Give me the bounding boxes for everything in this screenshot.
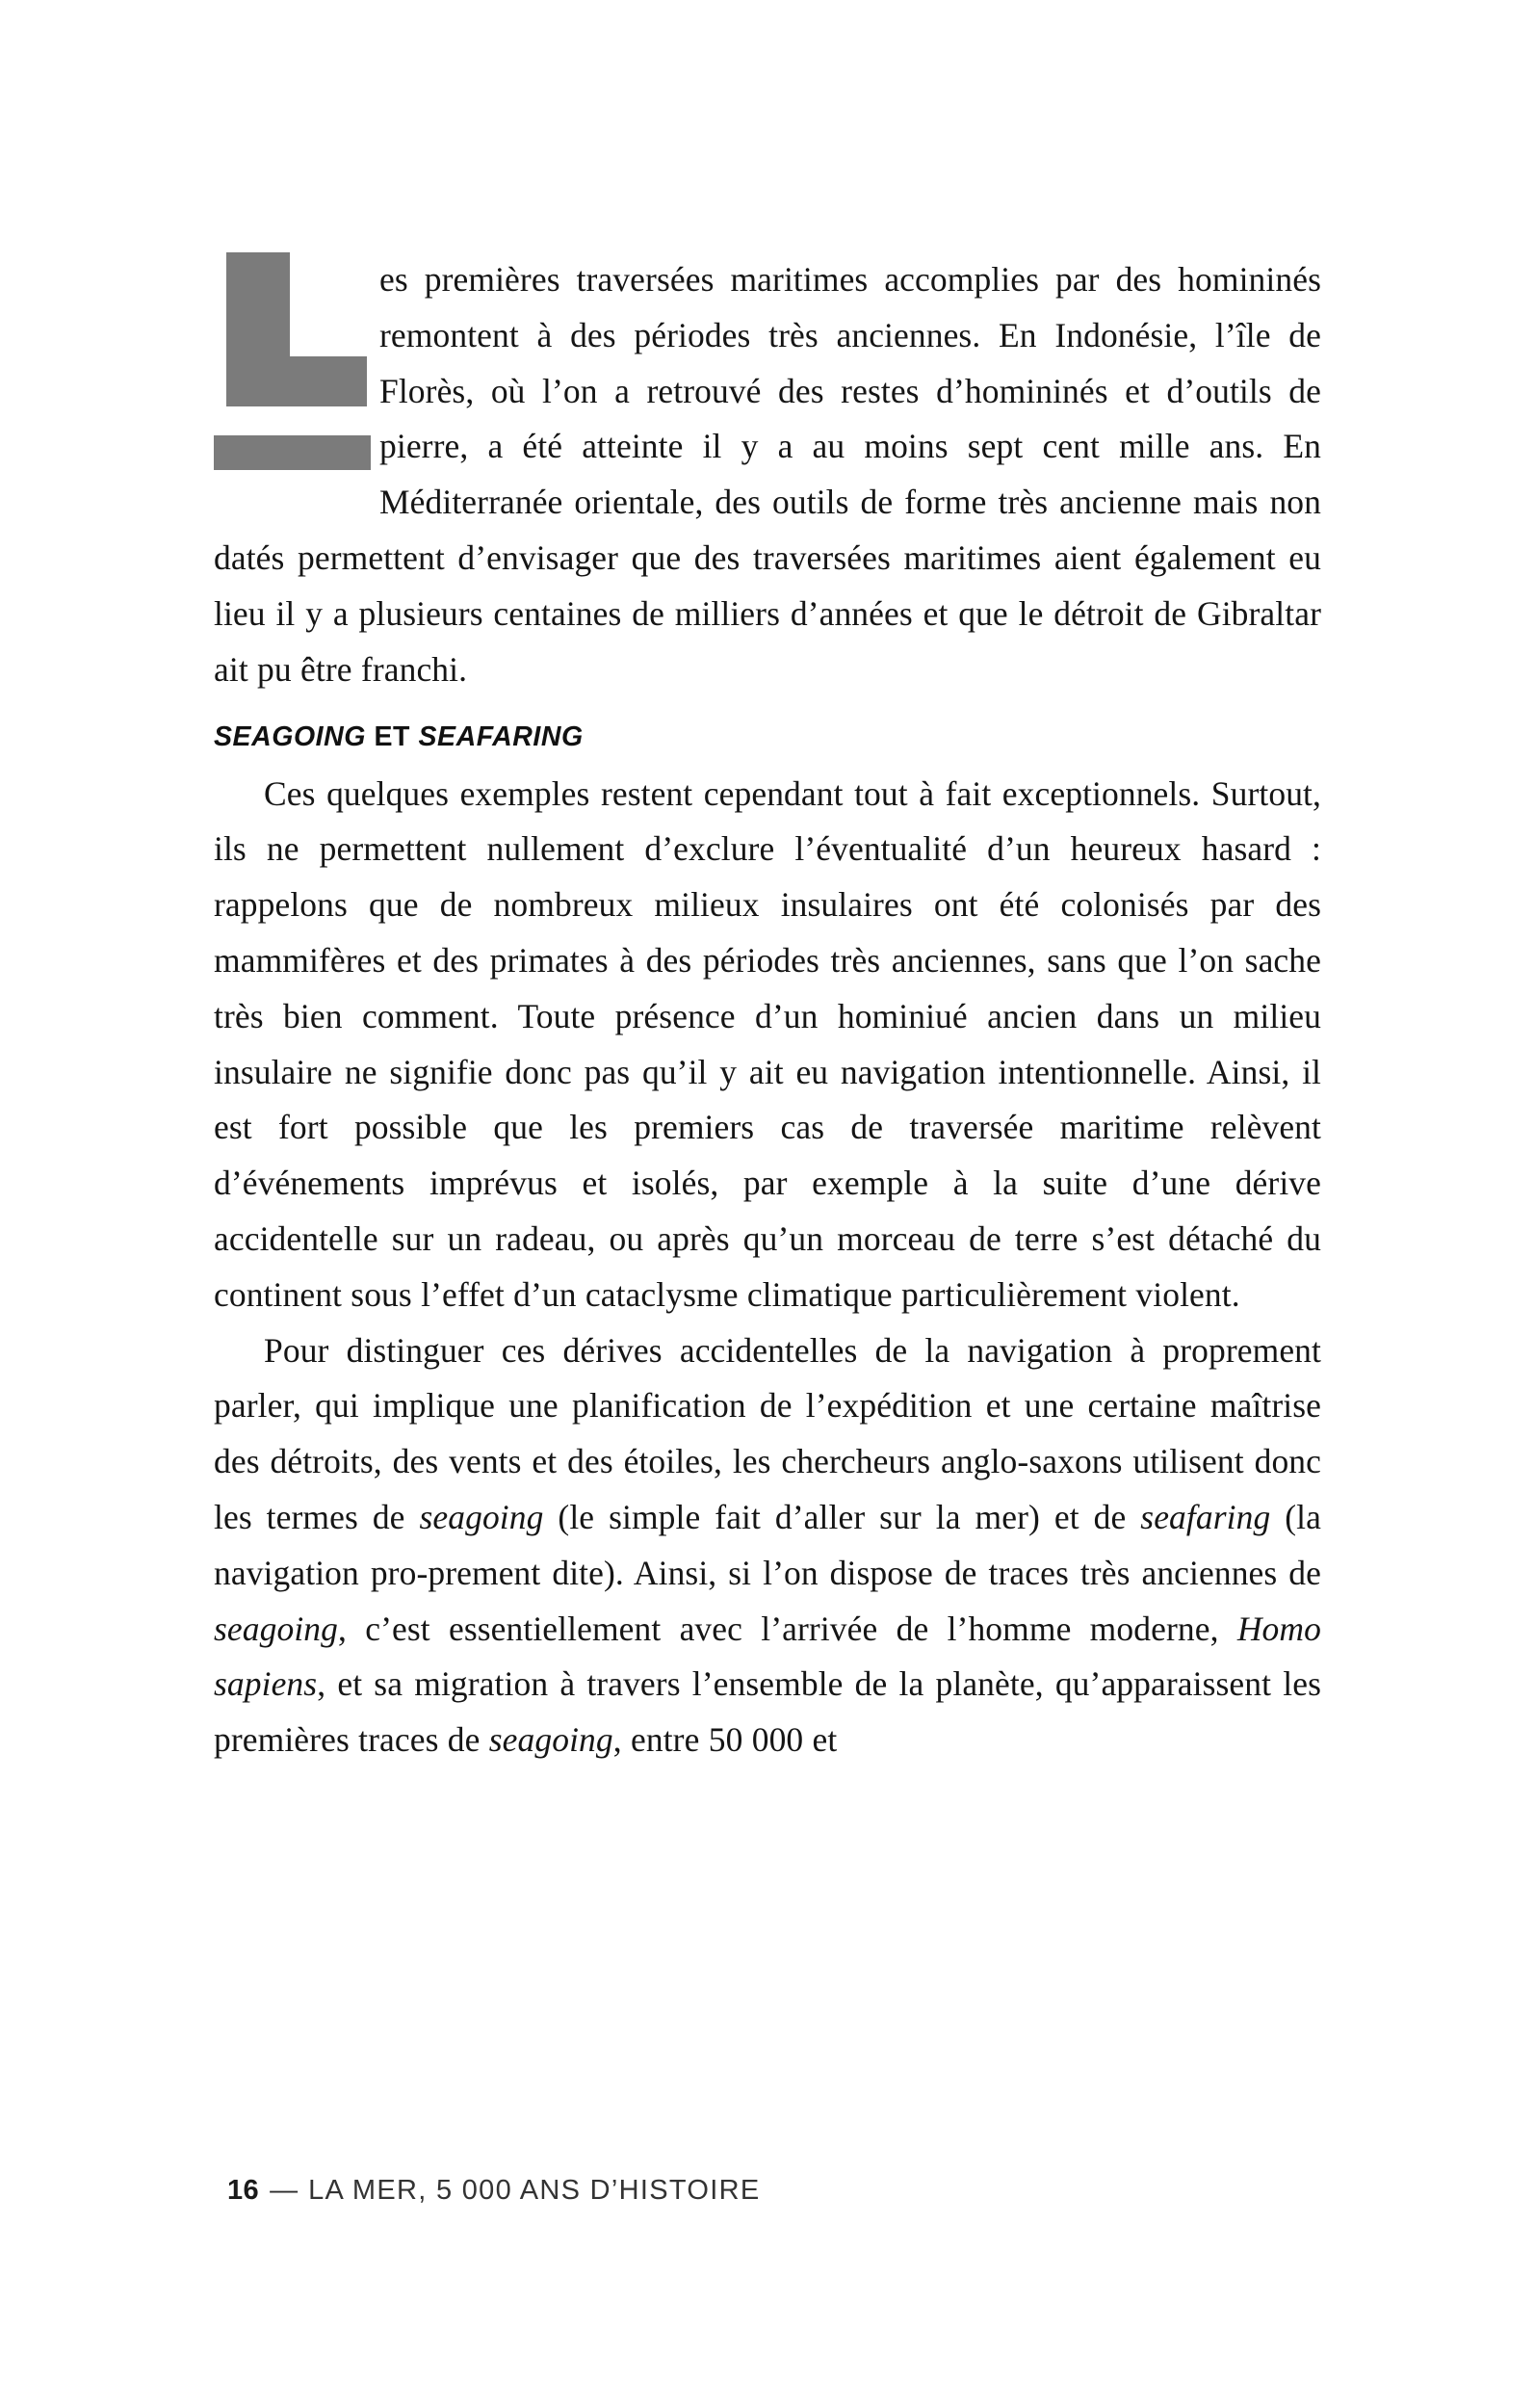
paragraph-three-segment-4: , c’est essentiellement avec l’arrivée de l’homme moderne, xyxy=(338,1609,1237,1648)
term-homo-sapiens: Homo sapiens xyxy=(214,1609,1321,1704)
term-seafaring: seafaring xyxy=(1140,1497,1271,1536)
paragraph-three-segment-2: (le simple fait d’aller sur la mer) et de xyxy=(543,1497,1141,1536)
paragraph-three-segment-3: (la navigation pro-prement dite). Ainsi, si l’on dispose de traces très anciennes de xyxy=(214,1497,1321,1592)
paragraph-opening-text: es premières traversées maritimes accomplies par des homininés remontent à des périodes très anciennes. En Indonésie, l’île de Florès, où l’on a retrouvé des restes d’homininés et d’outils de pierre, a été atteinte il y a au moins sept cent mille ans. En Méditerranée orientale, des outils de forme très ancienne mais non datés permettent d’envisager que des traversées maritimes aient également eu lieu il y a plusieurs centaines de milliers d’années et que le détroit de Gibraltar ait pu être franchi. xyxy=(214,260,1321,689)
text-column xyxy=(214,252,1321,1768)
running-title: LA MER, 5 000 ANS D’HISTOIRE xyxy=(308,2175,761,2206)
section-heading-word-seafaring: SEAFARING xyxy=(418,721,584,753)
footer-dash: — xyxy=(270,2175,299,2206)
term-seagoing-3: seagoing xyxy=(488,1720,613,1760)
section-heading-word-seagoing: SEAGOING xyxy=(214,721,367,753)
section-heading xyxy=(214,720,1321,753)
paragraph-opening xyxy=(214,252,1321,697)
paragraph-three xyxy=(214,1323,1321,1768)
drop-cap-text-wrap-spacer xyxy=(214,252,379,476)
page-footer xyxy=(227,2175,760,2207)
page-number: 16 xyxy=(227,2175,260,2206)
paragraph-three-segment-5: , et sa migration à travers l’ensemble de la planète, qu’apparaissent les premières traces de xyxy=(214,1664,1321,1760)
paragraph-three-segment-6: , entre 50 000 et xyxy=(612,1720,838,1760)
paragraph-two: Ces quelques exemples restent cependant tout à fait exceptionnels. Surtout, ils ne permettent nullement d’exclure l’éventualité d’un heureux hasard : rappelons que de nombreux milieux insulaires ont été colonisés par des mammifères et des primates à des périodes très anciennes, sans que l’on sache très bien comment. Toute présence d’un hominiué ancien dans un milieu insulaire ne signifie donc pas qu’il y ait eu navigation intentionnelle. Ainsi, il est fort possible que les premiers cas de traversée maritime relèvent d’événements imprévus et isolés, par exemple à la suite d’une dérive accidentelle sur un radeau, ou après qu’un morceau de terre s’est détaché du continent sous l’effet d’un cataclysme climatique particulièrement violent. xyxy=(214,773,1321,1314)
term-seagoing-2: seagoing xyxy=(214,1609,338,1648)
term-seagoing-1: seagoing xyxy=(419,1497,544,1536)
paragraph-three-segment-1: Pour distinguer ces dérives accidentelles de la navigation à proprement parler, qui implique une planification de l’expédition et une certaine maîtrise des détroits, des vents et des étoiles, les chercheurs anglo-saxons utilisent donc les termes de xyxy=(214,1330,1321,1536)
section-heading-word-et: ET xyxy=(374,721,411,753)
